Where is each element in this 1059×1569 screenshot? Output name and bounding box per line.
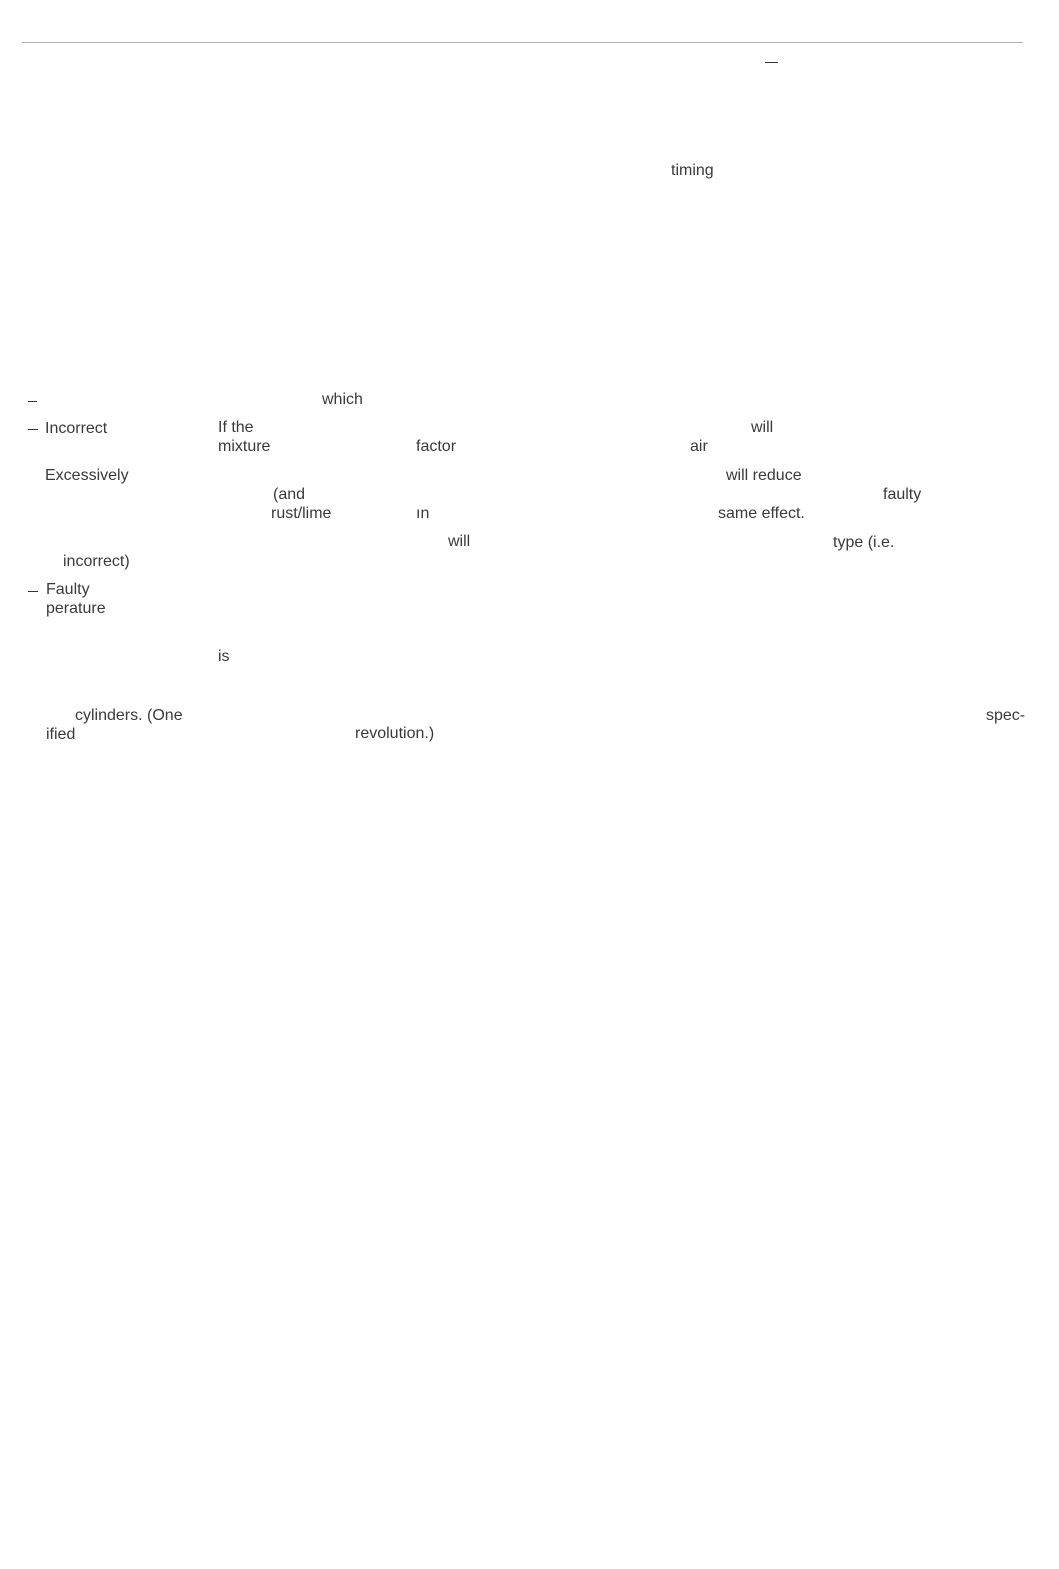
header-dash-mark bbox=[765, 62, 778, 63]
fragment-mixture: mixture bbox=[218, 438, 271, 455]
fragment-factor: factor bbox=[416, 438, 457, 455]
fragment-spec: spec- bbox=[986, 707, 1026, 724]
fragment-which: which bbox=[322, 391, 363, 408]
fragment-will: will bbox=[751, 419, 774, 436]
fragment-incorrect-paren: incorrect) bbox=[63, 553, 130, 570]
fragment-incorrect: Incorrect bbox=[45, 420, 108, 437]
fragment-will-reduce: will reduce bbox=[726, 467, 802, 484]
fragment-faulty: faulty bbox=[883, 486, 922, 503]
fragment-timing: timing bbox=[671, 162, 714, 179]
fragment-revolution: revolution.) bbox=[355, 725, 435, 742]
fragment-same-effect: same effect. bbox=[718, 505, 805, 522]
list-dash bbox=[28, 429, 38, 430]
fragment-cylinders-one: cylinders. (One bbox=[75, 707, 183, 724]
fragment-and: (and bbox=[273, 486, 306, 503]
fragment-faulty: Faulty bbox=[46, 581, 90, 598]
fragment-perature: perature bbox=[46, 600, 106, 617]
fragment-rust-lime: rust/lime bbox=[271, 505, 332, 522]
fragment-will: will bbox=[448, 533, 471, 550]
fragment-type-ie: type (i.e. bbox=[833, 534, 895, 551]
list-dash bbox=[28, 401, 37, 402]
header-rule bbox=[22, 42, 1023, 43]
fragment-air: air bbox=[690, 438, 708, 455]
fragment-excessively: Excessively bbox=[45, 467, 129, 484]
fragment-in: ın bbox=[416, 505, 430, 522]
list-dash bbox=[28, 591, 38, 592]
fragment-is: is bbox=[218, 648, 230, 665]
fragment-ified: ified bbox=[46, 726, 76, 743]
fragment-if-the: If the bbox=[218, 419, 254, 436]
